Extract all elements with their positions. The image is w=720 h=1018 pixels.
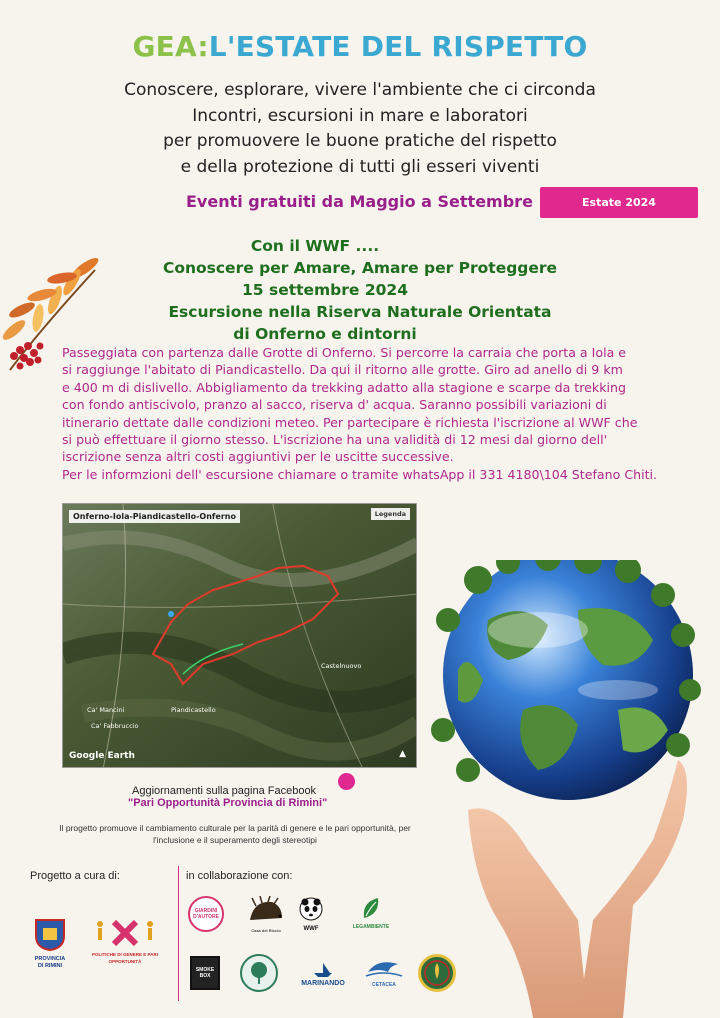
- map-title: Onferno-Iola-Piandicastello-Onferno: [69, 510, 240, 523]
- facebook-text: Aggiornamenti sulla pagina Facebook: [132, 785, 317, 797]
- event-heading-line: di Onferno e dintorni: [233, 325, 417, 343]
- title-prefix: GEA:: [132, 30, 209, 63]
- subtitle-line: per promuovere le buone pratiche del rispetto: [163, 131, 557, 151]
- leaf-icon: [348, 896, 394, 920]
- description-line: iscrizione senza altri costi aggiuntivi per le uscitte successive.: [62, 449, 454, 465]
- page-title: [0, 30, 720, 63]
- logo-label: CETACEA: [372, 982, 396, 988]
- title-rest: L'ESTATE DEL RISPETTO: [208, 30, 588, 63]
- logo-emblem: [418, 954, 456, 992]
- event-description: [62, 344, 710, 483]
- description-line: e 400 m di dislivello. Abbigliamento da trekking adatto alla stagione e scarpe da trekking: [62, 379, 626, 395]
- note-line: l'inclusione e il superamento degli stereotipi: [153, 835, 317, 845]
- route-map: [62, 503, 417, 768]
- logo-label: LEGAMBIENTE: [352, 924, 390, 930]
- hedgehog-icon: [246, 896, 286, 924]
- logo-cetacea: [364, 956, 404, 989]
- panda-icon: [298, 896, 324, 922]
- logo-label: GIARDINI D'AUTORE: [193, 907, 219, 920]
- description-line: itinerario dettate dalle condizioni meteo. Per partecipare è richiesta l'iscrizione al WWF che: [62, 414, 638, 430]
- map-brand: Google Earth: [69, 751, 135, 761]
- map-legend-button[interactable]: Legenda: [371, 508, 410, 520]
- logo-label: MARINANDO: [301, 980, 345, 987]
- logo-provincia-rimini: [32, 916, 68, 969]
- dolphin-icon: [364, 956, 404, 978]
- logo-marinando: [290, 962, 356, 988]
- facebook-page-link[interactable]: "Pari Opportunità Provincia di Rimini": [128, 797, 328, 809]
- logo-wwf: [298, 896, 324, 933]
- tree-icon: [242, 956, 276, 990]
- note-line: Il progetto promuove il cambiamento culturale per la parità di genere e le pari opportunità, per: [59, 823, 411, 833]
- events-text: Eventi gratuiti da Maggio a Settembre: [186, 192, 533, 211]
- map-place-label: Piandicastello: [171, 706, 216, 714]
- event-heading: [40, 235, 680, 345]
- facebook-dot-icon: [338, 773, 355, 790]
- description-line: si raggiunge l'abitato di Piandicastello. Da qui il ritorno alle grotte. Giro ad anello di 9 km: [62, 362, 623, 378]
- logo-label: POLITICHE DI GENERE E PARI OPPORTUNITÀ: [92, 952, 158, 964]
- logo-label: Casa del Riccio: [251, 928, 281, 933]
- event-date: 15 settembre 2024: [242, 281, 408, 299]
- project-note: [20, 822, 450, 846]
- subtitle-line: e della protezione di tutti gli esseri viventi: [180, 156, 540, 177]
- people-icon: [92, 918, 158, 948]
- description-line: con fondo antiscivolo, pranzo al sacco, riserva d' acqua. Saranno possibili variazioni di: [62, 397, 607, 413]
- logo-giardini: [188, 896, 224, 932]
- subtitle-line: Conoscere, esplorare, vivere l'ambiente che ci circonda: [124, 80, 596, 100]
- event-heading-line: Conoscere per Amare, Amare per Proteggere: [162, 259, 558, 277]
- description-line: Per le informzioni dell' escursione chiamare o tramite whatsApp il 331 4180\104 Stefano Chiti.: [62, 466, 658, 482]
- logo-label: PROVINCIA DI RIMINI: [34, 956, 66, 969]
- crest-icon: [32, 916, 68, 952]
- map-place-label: Ca' Mancini: [87, 706, 125, 714]
- subtitle-line: Incontri, escursioni in mare e laboratori: [192, 105, 528, 126]
- project-label: Progetto a cura di:: [30, 870, 120, 882]
- logo-label: WWF: [303, 926, 319, 932]
- description-line: si può effettuare il giorno stesso. L'iscrizione ha una validità di 12 mesi dal giorno dell': [62, 432, 608, 448]
- logo-circle-green: [240, 954, 278, 992]
- fleur-icon: [421, 957, 453, 989]
- north-arrow-icon: ▲: [399, 749, 406, 759]
- footer-logos: [14, 858, 484, 1008]
- map-place-label: Castelnuovo: [321, 662, 362, 670]
- event-heading-line: Escursione nella Riserva Naturale Orientata: [168, 303, 552, 321]
- subtitle: [0, 78, 720, 180]
- season-badge: Estate 2024: [540, 187, 698, 218]
- logo-legambiente: [348, 896, 394, 931]
- boat-icon: [290, 963, 356, 977]
- collaboration-label: in collaborazione con:: [186, 870, 293, 882]
- divider: [178, 866, 179, 1001]
- map-place-label: Ca' Fabbruccio: [91, 722, 139, 730]
- logo-politiche-genere: [92, 918, 158, 965]
- logo-label: SMOKE BOX: [195, 966, 215, 979]
- logo-casa-riccio: [246, 896, 286, 935]
- description-line: Passeggiata con partenza dalle Grotte di Onferno. Si percorre la carraia che porta a Iola e: [62, 345, 627, 360]
- event-heading-line: Con il WWF ....: [250, 237, 380, 255]
- logo-smoke-box: [190, 956, 220, 990]
